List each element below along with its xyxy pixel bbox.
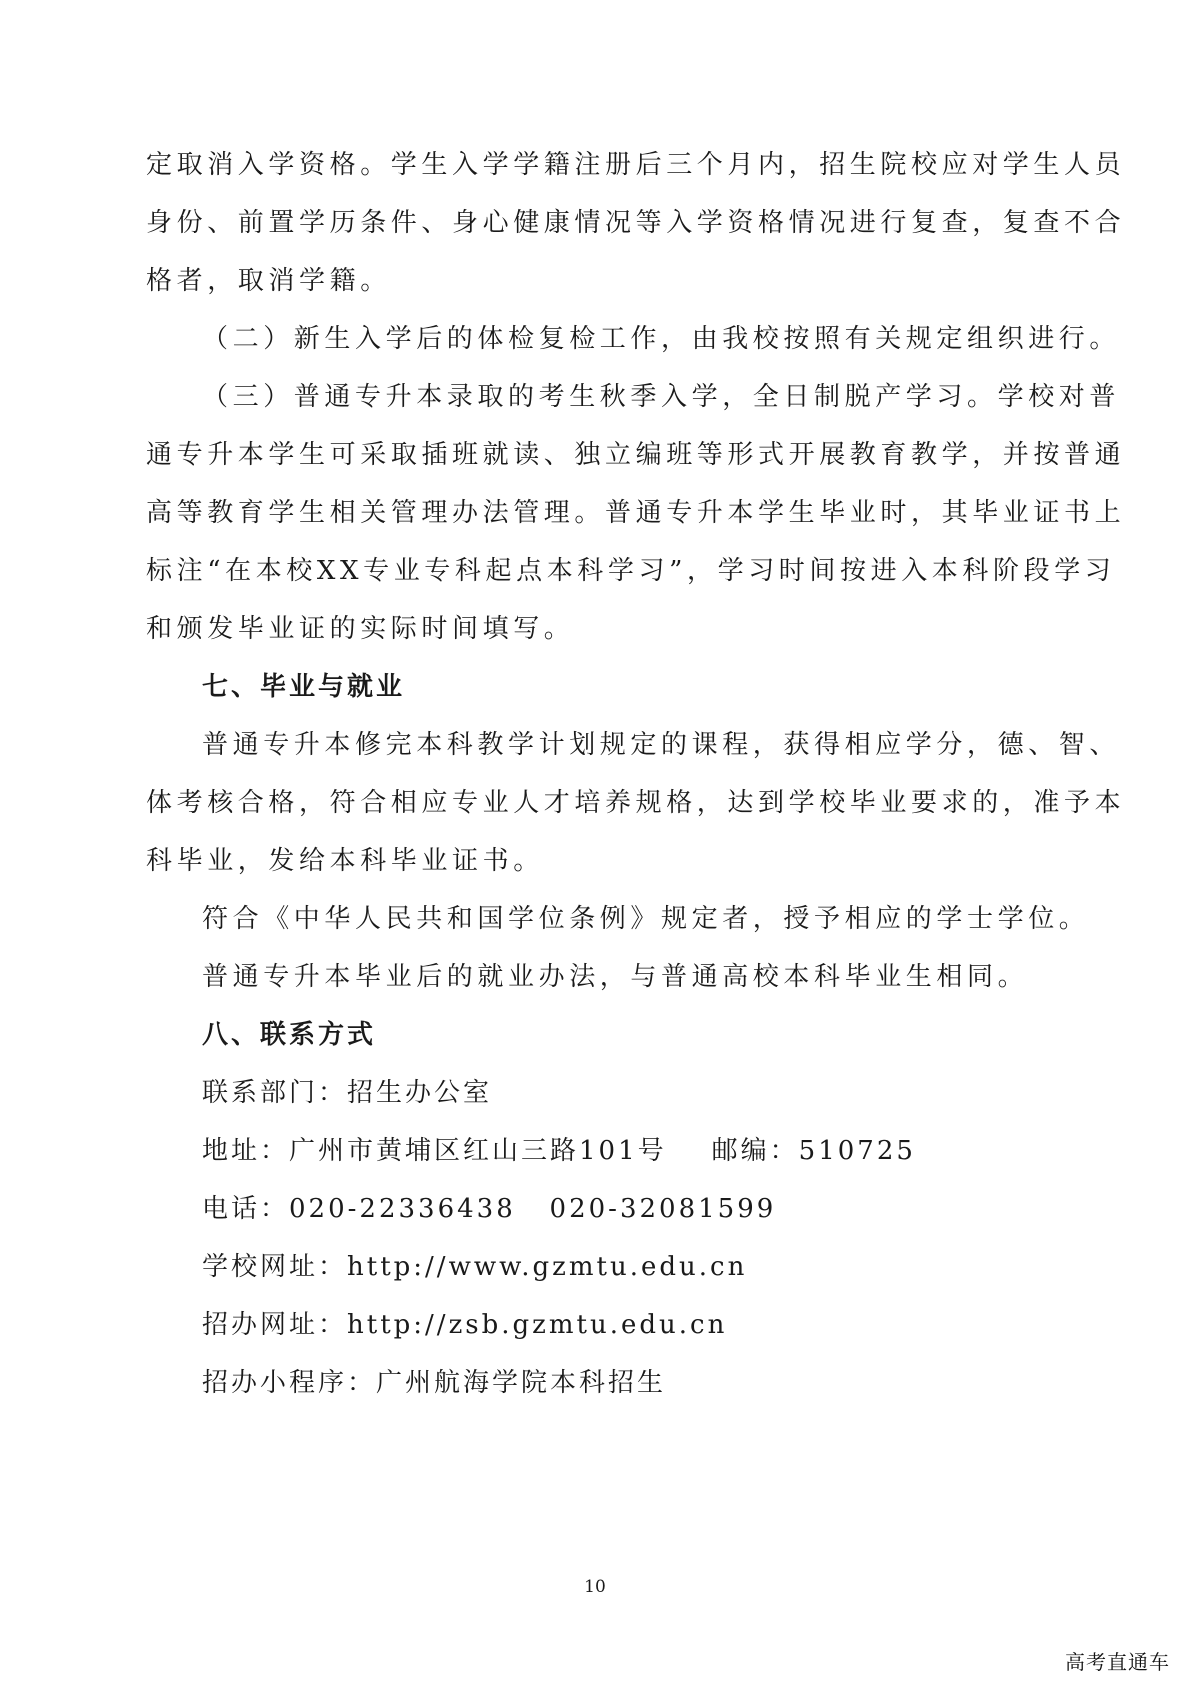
contact-phone: 电话：020-22336438 020-32081599 [202,1194,777,1224]
body-line: 符合《中华人民共和国学位条例》规定者，授予相应的学士学位。 [202,904,1090,934]
body-line: 标注“在本校XX专业专科起点本科学习”，学习时间按进入本科阶段学习 [146,556,1116,586]
body-line: （三）普通专升本录取的考生秋季入学，全日制脱产学习。学校对普 [202,382,1121,412]
contact-department: 联系部门：招生办公室 [202,1078,493,1108]
body-line: 格者，取消学籍。 [146,266,391,296]
contact-school-website: 学校网址：http://www.gzmtu.edu.cn [202,1252,748,1282]
body-line: 科毕业，发给本科毕业证书。 [146,846,544,876]
watermark: 高考直通车 [1065,1650,1170,1674]
section-heading-graduation: 七、毕业与就业 [202,672,406,702]
contact-admissions-website: 招办网址：http://zsb.gzmtu.edu.cn [202,1310,728,1340]
body-line: 定取消入学资格。学生入学学籍注册后三个月内，招生院校应对学生人员 [146,150,1126,180]
page-number: 10 [584,1577,606,1597]
contact-address: 地址：广州市黄埔区红山三路101号 邮编：510725 [202,1136,916,1166]
contact-mini-program: 招办小程序：广州航海学院本科招生 [202,1368,667,1398]
body-line: 高等教育学生相关管理办法管理。普通专升本学生毕业时，其毕业证书上 [146,498,1126,528]
body-line: 通专升本学生可采取插班就读、独立编班等形式开展教育教学，并按普通 [146,440,1126,470]
body-line: （二）新生入学后的体检复检工作，由我校按照有关规定组织进行。 [202,324,1121,354]
body-line: 普通专升本修完本科教学计划规定的课程，获得相应学分，德、智、 [202,730,1121,760]
body-line: 和颁发毕业证的实际时间填写。 [146,614,575,644]
body-line: 普通专升本毕业后的就业办法，与普通高校本科毕业生相同。 [202,962,1029,992]
body-line: 身份、前置学历条件、身心健康情况等入学资格情况进行复查，复查不合 [146,208,1126,238]
body-line: 体考核合格，符合相应专业人才培养规格，达到学校毕业要求的，准予本 [146,788,1126,818]
section-heading-contact: 八、联系方式 [202,1020,377,1050]
